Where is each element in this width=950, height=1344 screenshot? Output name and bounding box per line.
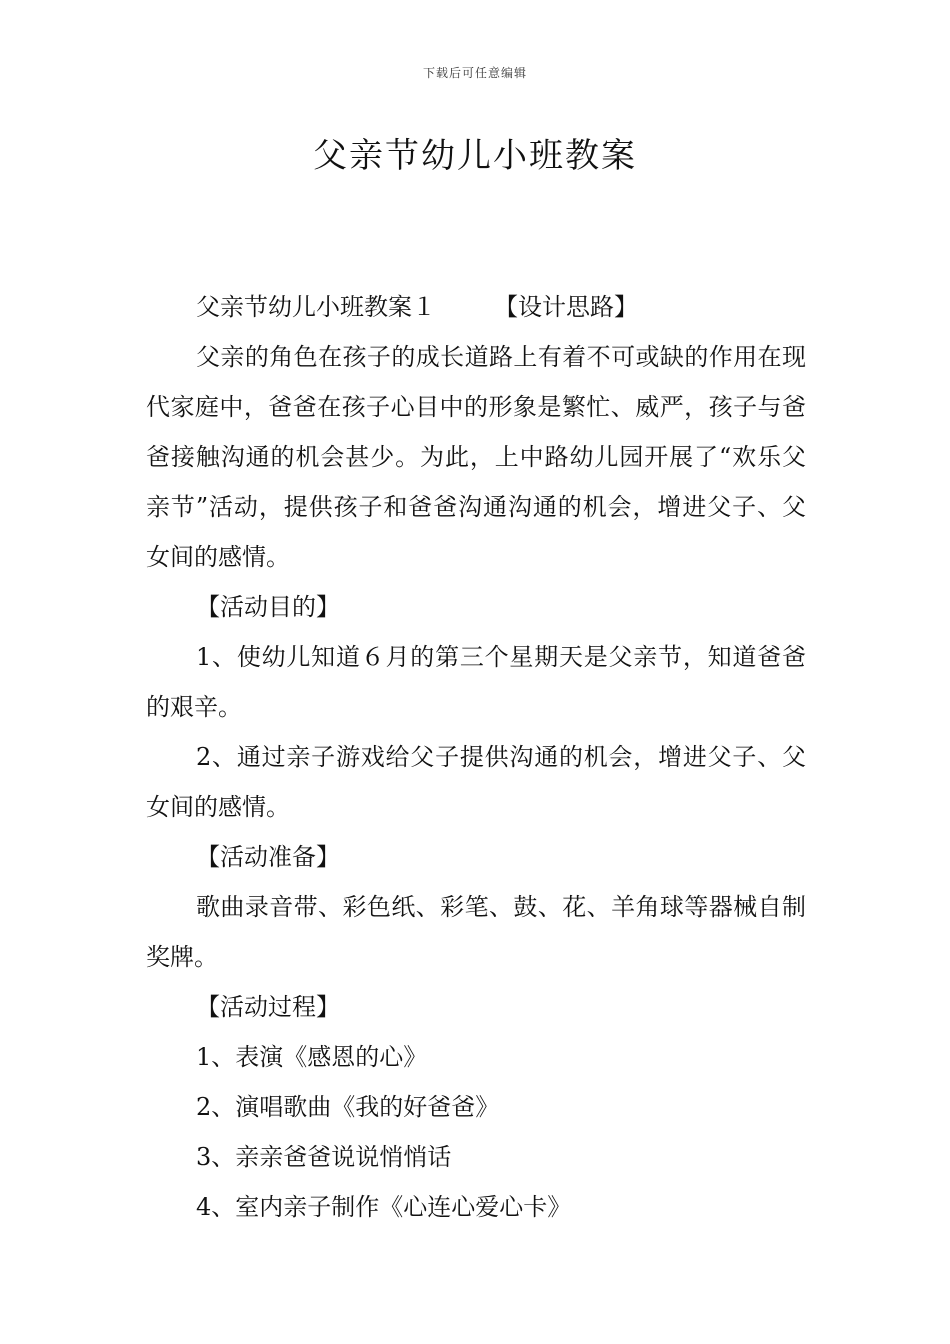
lesson-heading: 父亲节幼儿小班教案１: [196, 293, 436, 321]
design-heading: 【设计思路】: [494, 293, 638, 321]
goal-heading: 【活动目的】: [196, 593, 340, 621]
design-paragraph: 父亲的角色在孩子的成长道路上有着不可或缺的作用在现代家庭中，爸爸在孩子心目中的形象是繁忙、威严，孩子与爸爸接触沟通的机会甚少。为此，上中路幼儿园开展了“欢乐父亲节”活动，提供孩子和爸爸沟通沟通的机会，增进父子、父女间的感情。: [146, 343, 806, 571]
header-note: 下载后可任意编辑: [422, 66, 527, 80]
process-item-2: 2、演唱歌曲《我的好爸爸》: [196, 1093, 500, 1121]
document-title: 父亲节幼儿小班教案: [313, 136, 637, 176]
process-heading: 【活动过程】: [196, 993, 340, 1021]
goal-item-1: 1、使幼儿知道６月的第三个星期天是父亲节，知道爸爸的艰辛。: [146, 643, 806, 721]
prep-heading: 【活动准备】: [196, 843, 340, 871]
goal-item-2: 2、通过亲子游戏给父子提供沟通的机会，增进父子、父女间的感情。: [146, 743, 806, 821]
intro-line: [146, 282, 806, 332]
prep-paragraph: 歌曲录音带、彩色纸、彩笔、鼓、花、羊角球等器械自制奖牌。: [146, 893, 806, 971]
document-body: [146, 282, 806, 1232]
process-item-1: 1、表演《感恩的心》: [196, 1043, 428, 1071]
process-item-4: 4、室内亲子制作《心连心爱心卡》: [196, 1193, 572, 1221]
process-item-3: 3、亲亲爸爸说说悄悄话: [196, 1143, 452, 1171]
